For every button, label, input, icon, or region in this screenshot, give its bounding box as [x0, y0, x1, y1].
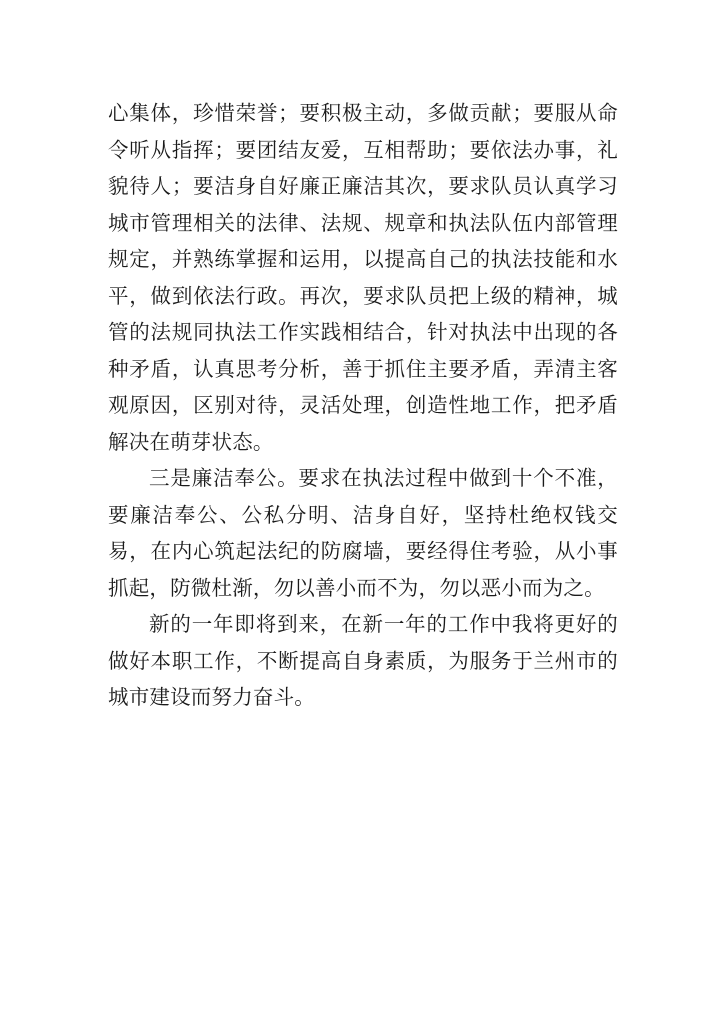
paragraph-1: 心集体，珍惜荣誉；要积极主动，多做贡献；要服从命令听从指挥；要团结友爱，互相帮助；要依法办事，礼貌待人；要洁身自好廉正廉洁其次，要求队员认真学习城市管理相关的法律、法规、规章和执法队伍内部管理规定，并熟练掌握和运用，以提高自己的执法技能和水平，做到依法行政。再次，要求队员把上级的精神，城管的法规同执法工作实践相结合，针对执法中出现的各种矛盾，认真思考分析，善于抓住主要矛盾，弄清主客观原因，区别对待，灵活处理，创造性地工作，把矛盾解决在萌芽状态。 — [108, 101, 618, 454]
document-body — [108, 95, 618, 716]
paragraph-3: 新的一年即将到来，在新一年的工作中我将更好的做好本职工作，不断提高自身素质，为服务于兰州市的城市建设而努力奋斗。 — [108, 612, 618, 709]
paragraph-2: 三是廉洁奉公。要求在执法过程中做到十个不准，要廉洁奉公、公私分明、洁身自好，坚持杜绝权钱交易，在内心筑起法纪的防腐墙，要经得住考验，从小事抓起，防微杜渐，勿以善小而不为，勿以恶小而为之。 — [108, 466, 618, 600]
